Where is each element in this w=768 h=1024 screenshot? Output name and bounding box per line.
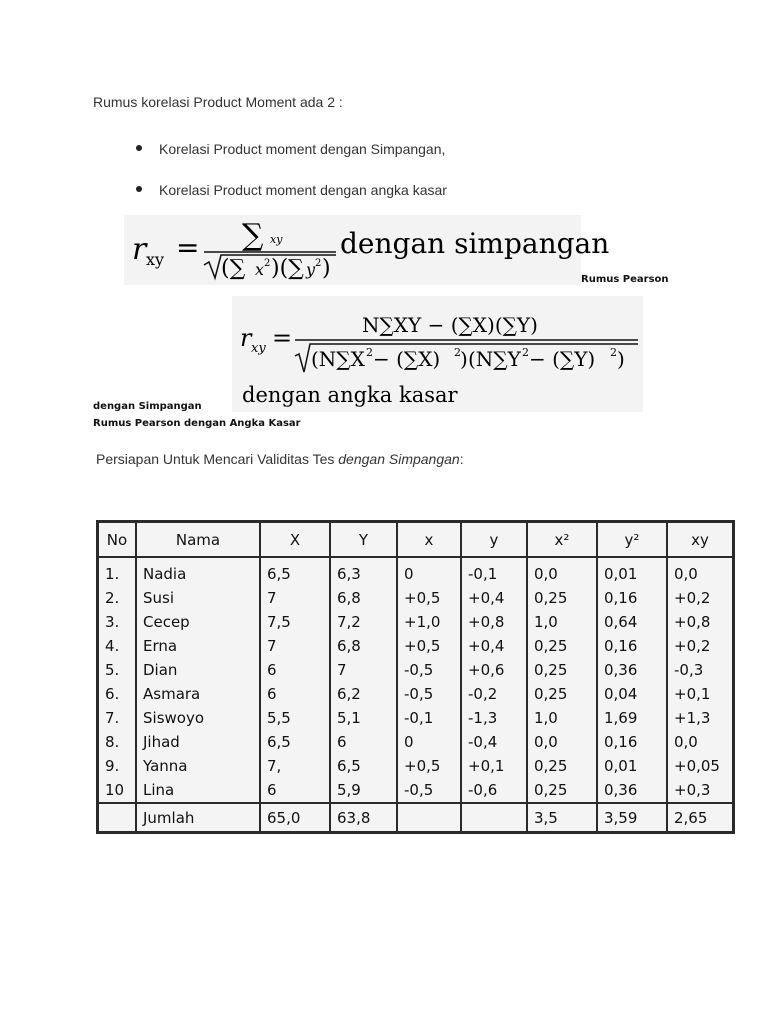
table-cell: 6,3 xyxy=(330,557,397,586)
table-cell: +0,8 xyxy=(667,610,734,634)
table-cell: 7,5 xyxy=(260,610,330,634)
table-cell: 0,25 xyxy=(527,682,597,706)
table-cell: 9. xyxy=(98,754,137,778)
table-cell: 0,64 xyxy=(597,610,667,634)
table-cell: 6,5 xyxy=(260,730,330,754)
table-cell: -0,5 xyxy=(397,658,461,682)
caption-pearson-angka-kasar: Rumus Pearson dengan Angka Kasar xyxy=(93,418,301,429)
validity-table xyxy=(96,520,735,834)
table-cell: -0,2 xyxy=(461,682,527,706)
table-cell: 2. xyxy=(98,586,137,610)
table-cell: 0,0 xyxy=(667,730,734,754)
formula2-numer: N∑XY − (∑X)(∑Y) xyxy=(362,313,538,337)
table-cell: +0,2 xyxy=(667,586,734,610)
table-cell: 0,16 xyxy=(597,586,667,610)
formula1-label: dengan simpangan xyxy=(340,227,610,260)
table-cell: 0,25 xyxy=(527,634,597,658)
table-cell: +1,3 xyxy=(667,706,734,730)
table-cell: Erna xyxy=(136,634,260,658)
header-y-dev: y xyxy=(461,522,527,558)
table-cell: 0,36 xyxy=(597,778,667,803)
svg-text:)(∑: )(∑ xyxy=(271,256,304,281)
total-cell: 3,5 xyxy=(527,803,597,833)
sum-symbol-icon: ∑ xyxy=(242,218,264,253)
table-cell: Nadia xyxy=(136,557,260,586)
table-cell: -1,3 xyxy=(461,706,527,730)
table-cell: 1,0 xyxy=(527,610,597,634)
svg-text:=: = xyxy=(176,231,200,264)
caption-dengan-simpangan: dengan Simpangan xyxy=(93,401,202,412)
table-cell: Yanna xyxy=(136,754,260,778)
bullet-dot-icon xyxy=(136,145,142,151)
table-cell: -0,1 xyxy=(461,557,527,586)
table-cell: 5. xyxy=(98,658,137,682)
formula2-label: dengan angka kasar xyxy=(242,383,458,407)
table-cell: +0,8 xyxy=(461,610,527,634)
table-cell: Dian xyxy=(136,658,260,682)
total-cell: 2,65 xyxy=(667,803,734,833)
header-no: No xyxy=(98,522,137,558)
table-cell: 0,16 xyxy=(597,730,667,754)
table-cell: +0,05 xyxy=(667,754,734,778)
table-cell: 0,36 xyxy=(597,658,667,682)
persiapan-prefix: Persiapan Untuk Mencari Validitas Tes xyxy=(96,451,339,467)
table-cell: 6. xyxy=(98,682,137,706)
caption-rumus-pearson: Rumus Pearson xyxy=(581,274,669,285)
table-cell: +0,5 xyxy=(397,754,461,778)
table-cell: 7, xyxy=(260,754,330,778)
header-x-dev: x xyxy=(397,522,461,558)
table-cell: 0,25 xyxy=(527,586,597,610)
table-cell: 0,0 xyxy=(667,557,734,586)
formula-angka-kasar-svg xyxy=(232,296,643,412)
total-cell xyxy=(397,803,461,833)
table-row xyxy=(98,658,734,682)
table-row xyxy=(98,778,734,803)
formula-simpangan-image xyxy=(124,215,610,285)
svg-text:): ) xyxy=(322,256,331,281)
table-row xyxy=(98,634,734,658)
table-cell: 7,2 xyxy=(330,610,397,634)
formula2-exp-3: 2 xyxy=(522,346,529,359)
table-cell: 7 xyxy=(260,634,330,658)
table-row xyxy=(98,586,734,610)
table-cell: Lina xyxy=(136,778,260,803)
bullet-label: Korelasi Product moment dengan Simpangan, xyxy=(159,141,446,157)
table-cell: 0,16 xyxy=(597,634,667,658)
table-cell: -0,5 xyxy=(397,682,461,706)
table-cell: +0,1 xyxy=(461,754,527,778)
table-cell: 1,0 xyxy=(527,706,597,730)
table-cell: -0,6 xyxy=(461,778,527,803)
svg-text:=: = xyxy=(272,324,293,352)
table-row xyxy=(98,706,734,730)
table-cell: +0,1 xyxy=(667,682,734,706)
formula-simpangan-svg xyxy=(124,215,610,285)
table-cell: 0,25 xyxy=(527,658,597,682)
table-cell: 1,69 xyxy=(597,706,667,730)
table-row xyxy=(98,730,734,754)
table-row xyxy=(98,754,734,778)
table-body xyxy=(98,557,734,803)
table-cell: 0,01 xyxy=(597,557,667,586)
formula2-denom-d: − (∑Y) xyxy=(529,347,596,371)
table-cell: 7. xyxy=(98,706,137,730)
table-cell: +0,6 xyxy=(461,658,527,682)
formula1-lhs-sub: xy xyxy=(146,250,165,269)
table-cell: -0,1 xyxy=(397,706,461,730)
table-cell: 6 xyxy=(260,778,330,803)
table-cell: Jihad xyxy=(136,730,260,754)
formula2-denom-a: (N∑X xyxy=(311,347,365,371)
table-cell: 0,0 xyxy=(527,557,597,586)
total-cell xyxy=(98,803,137,833)
table-cell: 6,5 xyxy=(330,754,397,778)
header-X: X xyxy=(260,522,330,558)
bullet-label: Korelasi Product moment dengan angka kasar xyxy=(159,182,447,198)
persiapan-text xyxy=(96,451,464,467)
table-total-row xyxy=(98,803,734,833)
header-xy: xy xyxy=(667,522,734,558)
header-nama: Nama xyxy=(136,522,260,558)
table-cell: 6,8 xyxy=(330,634,397,658)
svg-text:(∑: (∑ xyxy=(221,256,246,281)
table-cell: +0,4 xyxy=(461,586,527,610)
table-cell: 0 xyxy=(397,730,461,754)
table-row xyxy=(98,682,734,706)
formula1-exp-y: 2 xyxy=(315,258,322,269)
table-cell: 7 xyxy=(330,658,397,682)
formula2-denom-c: (N∑Y xyxy=(468,347,521,371)
header-Y: Y xyxy=(330,522,397,558)
table-cell: 0,01 xyxy=(597,754,667,778)
total-cell: 63,8 xyxy=(330,803,397,833)
formula1-exp-x: 2 xyxy=(264,258,271,269)
table-cell: 0 xyxy=(397,557,461,586)
table-cell: -0,3 xyxy=(667,658,734,682)
persiapan-italic: dengan Simpangan xyxy=(338,451,460,467)
table-cell: 6 xyxy=(330,730,397,754)
formula2-denom-b: − (∑X) xyxy=(373,347,441,371)
formula2-exp-1: 2 xyxy=(366,346,373,359)
formula2-exp-2: 2 xyxy=(454,346,461,359)
table-cell: Susi xyxy=(136,586,260,610)
table-cell: 4. xyxy=(98,634,137,658)
table-cell: 5,1 xyxy=(330,706,397,730)
table-cell: 0,0 xyxy=(527,730,597,754)
table-cell: 6,2 xyxy=(330,682,397,706)
table-cell: 0,25 xyxy=(527,778,597,803)
table-cell: 7 xyxy=(260,586,330,610)
table-cell: 5,5 xyxy=(260,706,330,730)
formula-angka-kasar-image xyxy=(232,296,643,412)
table-cell: 6,8 xyxy=(330,586,397,610)
formula2-lhs-sub: xy xyxy=(251,341,266,356)
header-y-squared: y² xyxy=(597,522,667,558)
bullet-item-simpangan xyxy=(136,141,445,157)
header-x-squared: x² xyxy=(527,522,597,558)
table-cell: 6 xyxy=(260,658,330,682)
intro-text: Rumus korelasi Product Moment ada 2 : xyxy=(93,94,343,110)
table-cell: 5,9 xyxy=(330,778,397,803)
formula1-denom-y: y xyxy=(306,260,316,279)
table-cell: 1. xyxy=(98,557,137,586)
table-cell: +0,2 xyxy=(667,634,734,658)
table-cell: Asmara xyxy=(136,682,260,706)
formula1-lhs: r xyxy=(132,232,147,267)
total-cell: 65,0 xyxy=(260,803,330,833)
total-label: Jumlah xyxy=(136,803,260,833)
table-cell: +0,4 xyxy=(461,634,527,658)
formula2-exp-4: 2 xyxy=(610,346,617,359)
formula1-numer-sub: xy xyxy=(270,233,283,246)
table-cell: +0,3 xyxy=(667,778,734,803)
table-cell: 10 xyxy=(98,778,137,803)
table-row xyxy=(98,557,734,586)
table-cell: Cecep xyxy=(136,610,260,634)
table-cell: 3. xyxy=(98,610,137,634)
table-cell: 0,25 xyxy=(527,754,597,778)
formula2-lhs: r xyxy=(240,324,252,352)
table-cell: +0,5 xyxy=(397,634,461,658)
bullet-dot-icon xyxy=(136,186,142,192)
table-row xyxy=(98,610,734,634)
table-cell: +1,0 xyxy=(397,610,461,634)
table-cell: -0,5 xyxy=(397,778,461,803)
table-cell: 6,5 xyxy=(260,557,330,586)
table-cell: 6 xyxy=(260,682,330,706)
table-cell: -0,4 xyxy=(461,730,527,754)
table-header-row xyxy=(98,522,734,558)
total-cell xyxy=(461,803,527,833)
svg-text:): ) xyxy=(460,347,468,371)
table-cell: Siswoyo xyxy=(136,706,260,730)
table-cell: 0,04 xyxy=(597,682,667,706)
svg-text:): ) xyxy=(617,347,625,371)
formula1-denom-x: x xyxy=(255,260,265,279)
bullet-item-angka-kasar xyxy=(136,182,447,198)
table-cell: 8. xyxy=(98,730,137,754)
persiapan-suffix: : xyxy=(459,451,464,467)
table-cell: +0,5 xyxy=(397,586,461,610)
total-cell: 3,59 xyxy=(597,803,667,833)
